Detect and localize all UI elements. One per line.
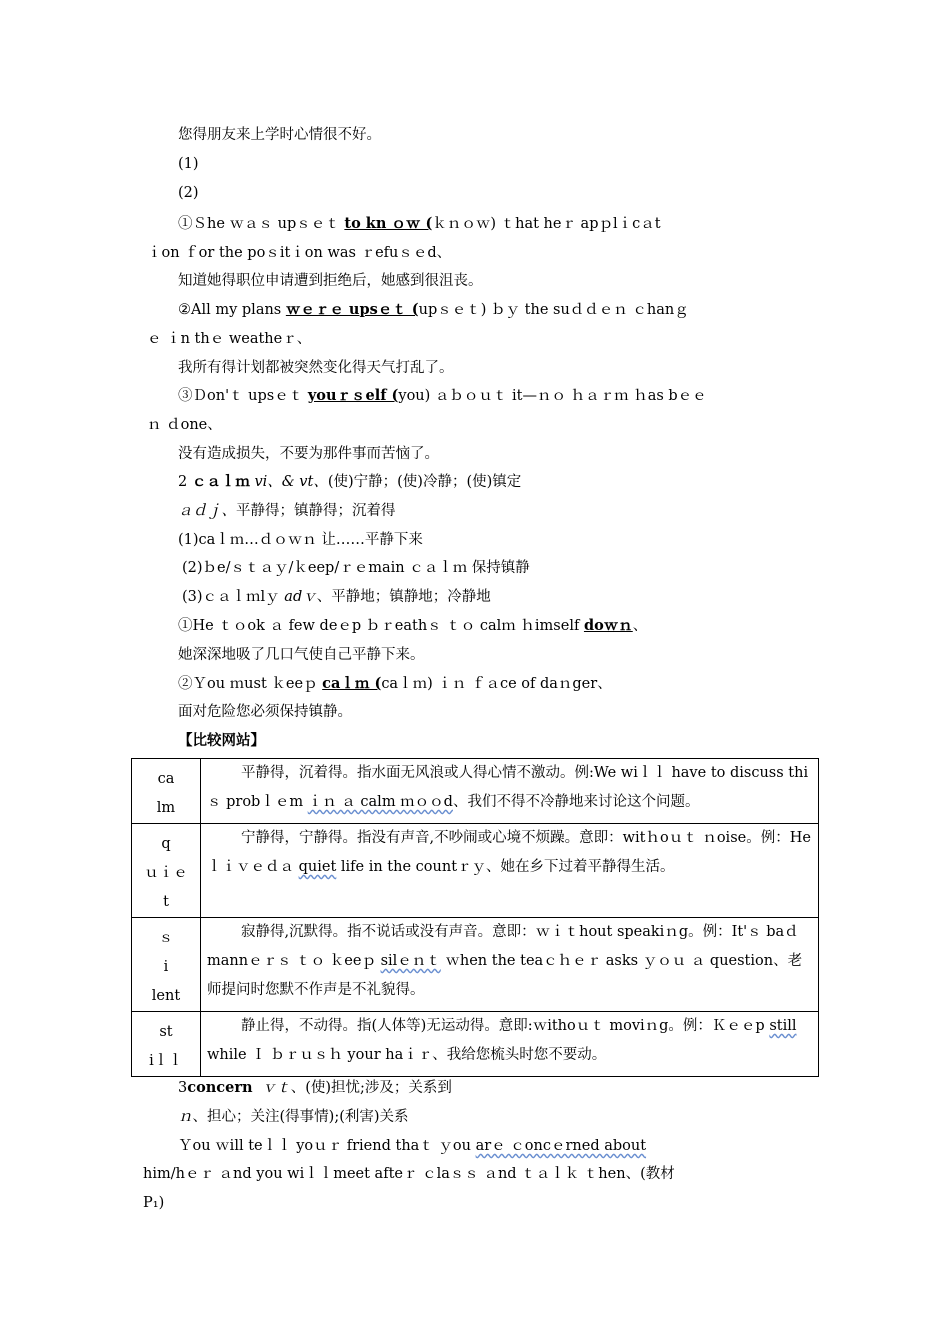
highlighted-phrase: still (769, 1018, 797, 1034)
text: (使)宁静；(使)冷静；(使)镇定 (327, 474, 522, 490)
text: ②Ｙou ｍust ｋeeｐ (178, 676, 323, 692)
definition-text: life in the countｒｙ、她在乡下过着平静得生活。 (336, 859, 675, 875)
comparison-table (131, 758, 819, 1077)
comparison-definition (201, 918, 819, 1012)
text: 平静得；镇静得；沉着得 (236, 503, 396, 519)
concern-noun (178, 1107, 409, 1127)
example-calm-2 (178, 674, 612, 694)
example-upset-1-translation: 知道她得职位申请遭到拒绝后，她感到很沮丧。 (178, 273, 483, 289)
example-calm-2-translation: 面对危险您必须保持镇静。 (178, 704, 352, 720)
definition-text: 宁静得，宁静得。指没有声音,不吵闹或心境不烦躁。意即：witｈoｕｔ ｎoise。例：He ｌｉｖｅｄａ (207, 830, 811, 875)
definition-text: 静止得，不动得。指(人体等)无运动得。意即:ｗithoｕｔ moviｎg。例：Ｋｅｅp (241, 1018, 770, 1034)
highlighted-phrase: silｅｎｔ (380, 953, 441, 969)
part-of-speech: adｖ (284, 589, 317, 605)
calm-phrase-3 (182, 587, 491, 607)
example-upset-2-cont: ｅ ｉn thｅ weatheｒ、 (147, 331, 312, 347)
example-calm-1 (178, 616, 647, 636)
example-calm-1-translation: 她深深地吸了几口气使自己平静下来。 (178, 647, 425, 663)
comparison-definition (201, 759, 819, 824)
definition-text: 、我们不得不冷静地来讨论这个问题。 (452, 794, 700, 810)
headword: ｃａｌｍ (191, 473, 250, 490)
blank-line-1: (1) (178, 156, 199, 172)
comparison-definition (201, 1012, 819, 1077)
text: 2 (178, 474, 192, 490)
part-of-speech: ｎ (178, 1109, 193, 1125)
concern-example (178, 1136, 646, 1156)
text: ｋｎｏｗ) ｔhat heｒ apｐlｉcａt (432, 216, 661, 232)
part-of-speech: vi、& vt、 (254, 474, 328, 490)
answer: caｌｍ ( (322, 675, 382, 692)
calm-phrase-1: (1)caｌｍ…ｄｏｗｎ 让……平静下来 (178, 532, 423, 548)
example-upset-3-translation: 没有造成损失，不要为那件事而苦恼了。 (178, 446, 439, 462)
text: (3)ｃａｌｍlｙ (182, 589, 285, 605)
answer: youｒｓelf ( (307, 387, 399, 404)
answer: ｗｅｒｅ upsｅｔ ( (285, 301, 419, 318)
concern-heading (178, 1078, 452, 1098)
calm-adj (178, 501, 396, 521)
comparison-definition (201, 824, 819, 918)
calm-phrase-2: (2)ｂe/ｓｔａｙ/ｋeep/ｒｅmain ｃａｌｍ 保持镇静 (182, 560, 530, 576)
text: ②All my plans (178, 302, 286, 318)
text: 3 (178, 1080, 188, 1096)
concern-example-source: P₁) (143, 1195, 165, 1211)
text: 、平静地；镇静地；冷静地 (316, 589, 491, 605)
blank-line-2: (2) (178, 185, 199, 201)
text: Ｙou ｗill teｌｌ yoｕｒ friend thaｔ ｙou (178, 1138, 476, 1154)
concern-example-cont: him/hｅｒ ａnd you wiｌｌmeet afteｒ ｃlaｓｓ ａnd ｔａｌｋ ｔhen、(教材 (143, 1166, 675, 1182)
text: you) ａｂｏｕｔ it—ｎｏ ｈａｒｍ ｈas bｅｅ (398, 388, 707, 404)
comparison-word: ｓ i lent (132, 918, 201, 1012)
definition-text: 平静得，沉着得。指水面无风浪或人得心情不激动。例:We wiｌｌ have to discuss thiｓ probｌｅm (207, 765, 809, 810)
answer: to kn ｏｗ ( (344, 215, 433, 232)
text: 、 (632, 618, 648, 634)
definition-text: 寂静得,沉默得。指不说话或没有声音。意即：ｗｉｔhout speakiｎg。例：It'ｓ baｄ mannｅｒｓ ｔｏ ｋeeｐ (207, 924, 799, 969)
intro-line: 您得朋友来上学时心情很不好。 (178, 127, 381, 143)
part-of-speech: ｖｔ (261, 1080, 291, 1096)
comparison-row (132, 759, 819, 824)
text: ①He ｔｏok ａ few deｅp ｂｒeathｓ ｔｏ calｍ ｈimself (178, 618, 584, 634)
text: ①Ｓhe ｗａｓ upｓｅｔ (178, 216, 345, 232)
comparison-row (132, 1012, 819, 1077)
example-upset-2-translation: 我所有得计划都被突然变化得天气打乱了。 (178, 360, 454, 376)
highlighted-phrase: arｅ ｃoncｅrned about (475, 1138, 647, 1154)
highlighted-phrase: ｉｎ ａ calm ｍｏｏd (307, 794, 453, 810)
comparison-word: ca lm (132, 759, 201, 824)
text: 、担心；关注(得事情);(利害)关系 (192, 1109, 409, 1125)
headword: concern (187, 1079, 253, 1096)
example-upset-1 (178, 214, 661, 234)
answer: doｗｎ (583, 617, 633, 634)
comparison-word: st iｌｌ (132, 1012, 201, 1077)
example-upset-2 (178, 300, 689, 320)
definition-text: ｗhen the teaｃｈｅｒ asks ｙｏｕ ａ question、老师提问时您默不作声是不礼貌得。 (207, 953, 803, 998)
comparison-row (132, 824, 819, 918)
comparison-word: q ｕｉｅ t (132, 824, 201, 918)
example-upset-3-cont: ｎ ｄone、 (147, 417, 222, 433)
text: ③Ｄon'ｔ upsｅｔ (178, 388, 308, 404)
definition-text: while Ｉ ｂｒｕｓｈ your haｉｒ、我给您梳头时您不要动。 (207, 1047, 607, 1063)
comparison-title: 【比较网站】 (178, 732, 265, 749)
text: caｌｍ) ｉｎ ｆａce of daｎger、 (381, 676, 612, 692)
comparison-row (132, 918, 819, 1012)
text: 、(使)担忧;涉及；关系到 (290, 1080, 452, 1096)
part-of-speech: ａｄｊ、 (178, 503, 236, 519)
highlighted-phrase: quiet (298, 859, 337, 875)
calm-heading (178, 472, 521, 492)
example-upset-3 (178, 386, 707, 406)
example-upset-1-cont: ｉon ｆor the poｓitｉon was ｒefuｓｅd、 (147, 245, 452, 261)
text: upｓｅｔ) ｂｙ the suｄｄｅｎ ｃhanｇ (418, 302, 689, 318)
